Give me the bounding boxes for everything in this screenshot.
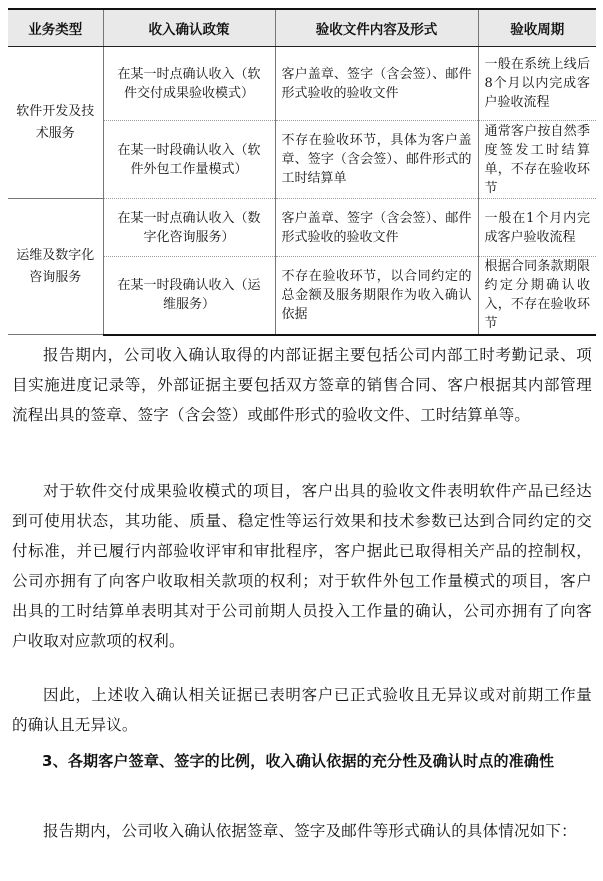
table-row (8, 47, 596, 121)
policy-cell: 在某一时段确认收入（软件外包工作量模式） (103, 121, 275, 199)
header-business-type: 业务类型 (8, 9, 103, 47)
policy-cell: 在某一时点确认收入（软件交付成果验收模式） (103, 47, 275, 121)
period-cell: 通常客户按自然季度签发工时结算单，不存在验收环节 (478, 121, 596, 199)
business-type-cell: 软件开发及技术服务 (8, 47, 103, 199)
period-cell: 根据合同条款期限约定分期确认收入，不存在验收环节 (478, 257, 596, 335)
header-revenue-policy: 收入确认政策 (103, 9, 275, 47)
header-acceptance-document: 验收文件内容及形式 (275, 9, 478, 47)
table-header-row (8, 9, 596, 47)
revenue-policy-table (8, 8, 596, 336)
document-cell: 不存在验收环节，具体为客户盖章、签字（含会签）、邮件形式的工时结算单 (275, 121, 478, 199)
document-cell: 不存在验收环节，以合同约定的总金额及服务期限作为收入确认依据 (275, 257, 478, 335)
period-cell: 一般在1个月内完成客户验收流程 (478, 199, 596, 257)
paragraph-acceptance-modes: 对于软件交付成果验收模式的项目，客户出具的验收文件表明软件产品已经达到可使用状态，其功能、质量、稳定性等运行效果和技术参数已达到合同约定的交付标准，并已履行内部验收评审和审批程序，客户据此已取得相关产品的控制权，公司亦拥有了向客户收取相关款项的权利；对于软件外包工作量模式的项目，客户出具的工时结算单表明其对于公司前期人员投入工作量的确认，公司亦拥有了向客户收取对应款项的权利。 (12, 482, 592, 650)
policy-cell: 在某一时段确认收入（运维服务） (103, 257, 275, 335)
document-cell: 客户盖章、签字（含会签）、邮件形式验收的验收文件 (275, 47, 478, 121)
header-acceptance-period: 验收周期 (478, 9, 596, 47)
period-cell: 一般在系统上线后8个月以内完成客户验收流程 (478, 47, 596, 121)
paragraph-evidence: 报告期内，公司收入确认取得的内部证据主要包括公司内部工时考勤记录、项目实施进度记录等，外部证据主要包括双方签章的销售合同、客户根据其内部管理流程出具的签章、签字（含会签）或邮件形式的验收文件、工时结算单等。 (12, 346, 592, 424)
policy-cell: 在某一时点确认收入（数字化咨询服务） (103, 199, 275, 257)
document-cell: 客户盖章、签字（含会签）、邮件形式验收的验收文件 (275, 199, 478, 257)
business-type-cell: 运维及数字化咨询服务 (8, 199, 103, 335)
paragraph-details-intro: 报告期内，公司收入确认依据签章、签字及邮件等形式确认的具体情况如下： (43, 822, 577, 840)
section-heading: 3、各期客户签章、签字的比例，收入确认依据的充分性及确认时点的准确性 (42, 752, 555, 770)
paragraph-conclusion: 因此，上述收入确认相关证据已表明客户已正式验收且无异议或对前期工作量的确认且无异议。 (12, 686, 592, 734)
table-row (8, 199, 596, 257)
